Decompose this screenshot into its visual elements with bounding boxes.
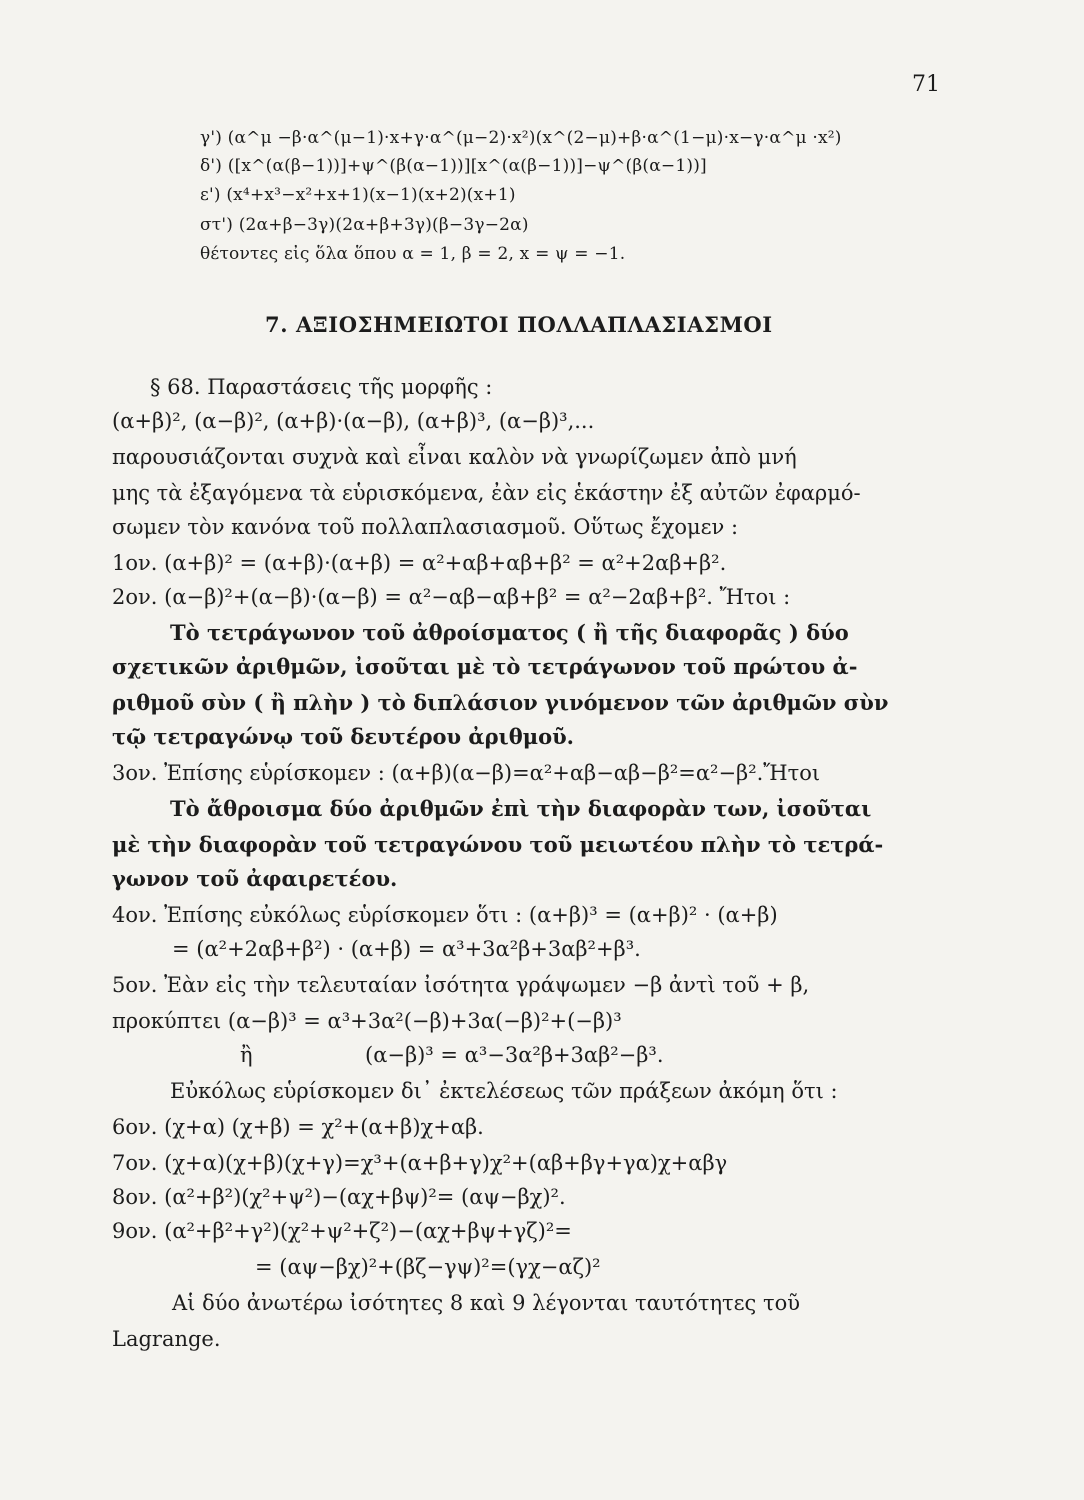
page-number: 71: [912, 72, 940, 97]
exercise-delta: δ') ([x^(α(β−1))]+ψ^(β(α−1))][x^(α(β−1))]−ψ^(β(α−1))]: [200, 156, 707, 176]
identity-9-continued: = (αψ−βχ)²+(βζ−γψ)²=(γχ−αζ)²: [255, 1255, 601, 1279]
identity-9: 9ον. (α²+β²+γ²)(χ²+ψ²+ζ²)−(αχ+βψ+γζ)²=: [112, 1219, 572, 1243]
identity-5-expansion: προκύπτει (α−β)³ = α³+3α²(−β)+3α(−β)²+(−β)³: [112, 1009, 622, 1033]
identity-6: 6ον. (χ+α) (χ+β) = χ²+(α+β)χ+αβ.: [112, 1115, 484, 1139]
identity-8: 8ον. (α²+β²)(χ²+ψ²)−(αχ+βψ)²= (αψ−βχ)².: [112, 1185, 566, 1209]
identity-5: 5ον. Ἐὰν εἰς τὴν τελευταίαν ἰσότητα γράψωμεν −β ἀντὶ τοῦ + β,: [112, 973, 810, 997]
rule-text: γωνον τοῦ ἀφαιρετέου.: [112, 866, 398, 891]
text-line: Εὐκόλως εὑρίσκομεν δι᾽ ἐκτελέσεως τῶν πράξεων ἀκόμη ὅτι :: [170, 1079, 838, 1103]
identity-5-result: (α−β)³ = α³−3α²β+3αβ²−β³.: [365, 1043, 664, 1067]
paragraph-68-title: § 68. Παραστάσεις τῆς μορφῆς :: [150, 375, 493, 399]
rule-text: σχετικῶν ἀριθμῶν, ἰσοῦται μὲ τὸ τετράγωνον τοῦ πρώτου ἀ-: [112, 654, 858, 679]
text-line: Lagrange.: [112, 1327, 221, 1351]
identity-4: 4ον. Ἐπίσης εὐκόλως εὑρίσκομεν ὅτι : (α+β)³ = (α+β)² · (α+β): [112, 903, 778, 927]
exercise-instruction: θέτοντες εἰς ὅλα ὅπου α = 1, β = 2, x = ψ = −1.: [200, 244, 626, 264]
rule-text: τῷ τετραγώνῳ τοῦ δευτέρου ἀριθμοῦ.: [112, 724, 574, 749]
exercise-stigma: στ') (2α+β−3γ)(2α+β+3γ)(β−3γ−2α): [200, 215, 529, 235]
rule-text: Τὸ τετράγωνον τοῦ ἀθροίσματος ( ἢ τῆς διαφορᾶς ) δύο: [170, 620, 849, 645]
identity-2: 2ον. (α−β)²+(α−β)·(α−β) = α²−αβ−αβ+β² = α²−2αβ+β². Ἤτοι :: [112, 585, 791, 609]
or-word: ἢ: [240, 1043, 253, 1067]
exercise-gamma: γ') (α^μ −β·α^(μ−1)·x+γ·α^(μ−2)·x²)(x^(2−μ)+β·α^(1−μ)·x−γ·α^μ ·x²): [200, 128, 842, 148]
rule-text: Τὸ ἄθροισμα δύο ἀριθμῶν ἐπὶ τὴν διαφορὰν των, ἰσοῦται: [170, 796, 872, 821]
text-line: παρουσιάζονται συχνὰ καὶ εἶναι καλὸν νὰ γνωρίζωμεν ἀπὸ μνή: [112, 445, 797, 469]
expressions-list: (α+β)², (α−β)², (α+β)·(α−β), (α+β)³, (α−β)³,...: [112, 409, 595, 433]
identity-1: 1ον. (α+β)² = (α+β)·(α+β) = α²+αβ+αβ+β² = α²+2αβ+β².: [112, 551, 727, 575]
identity-4-continued: = (α²+2αβ+β²) · (α+β) = α³+3α²β+3αβ²+β³.: [172, 937, 641, 961]
section-heading: 7. ΑΞΙΟΣΗΜΕΙΩΤΟΙ ΠΟΛΛΑΠΛΑΣΙΑΣΜΟΙ: [265, 312, 773, 337]
rule-text: ριθμοῦ σὺν ( ἢ πλὴν ) τὸ διπλάσιον γινόμενον τῶν ἀριθμῶν σὺν: [112, 690, 889, 715]
identity-3: 3ον. Ἐπίσης εὑρίσκομεν : (α+β)(α−β)=α²+αβ−αβ−β²=α²−β².Ἤτοι: [112, 761, 821, 785]
identity-7: 7ον. (χ+α)(χ+β)(χ+γ)=χ³+(α+β+γ)χ²+(αβ+βγ+γα)χ+αβγ: [112, 1151, 728, 1175]
rule-text: μὲ τὴν διαφορὰν τοῦ τετραγώνου τοῦ μειωτέου πλὴν τὸ τετρά-: [112, 832, 884, 857]
text-line: σωμεν τὸν κανόνα τοῦ πολλαπλασιασμοῦ. Οὕτως ἔχομεν :: [112, 515, 739, 539]
text-line: μης τὰ ἐξαγόμενα τὰ εὑρισκόμενα, ἐὰν εἰς ἑκάστην ἐξ αὐτῶν ἐφαρμό-: [112, 481, 861, 505]
exercise-epsilon: ε') (x⁴+x³−x²+x+1)(x−1)(x+2)(x+1): [200, 185, 516, 205]
text-line: Αἱ δύο ἀνωτέρω ἰσότητες 8 καὶ 9 λέγονται ταυτότητες τοῦ: [172, 1291, 800, 1315]
